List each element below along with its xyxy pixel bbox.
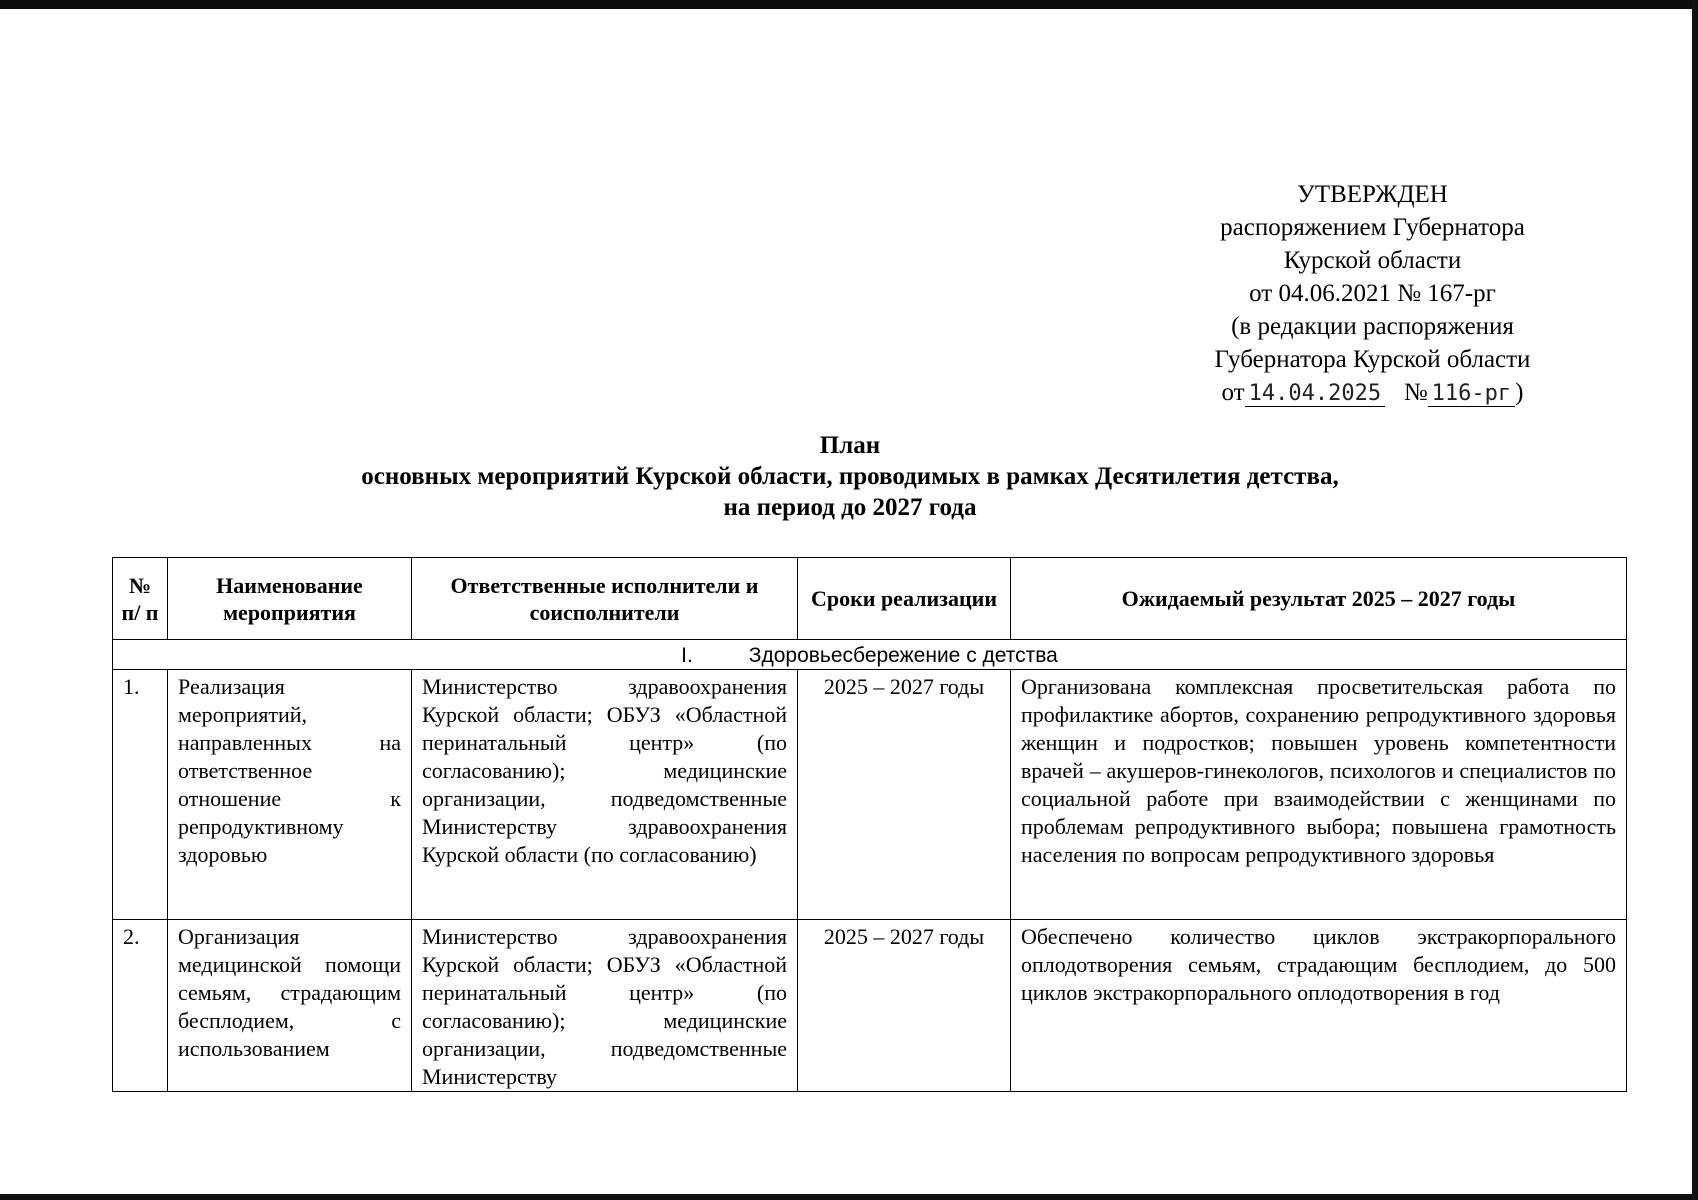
header-executors: Ответственные исполнители и соисполнители: [412, 558, 798, 640]
handwritten-number: 116-рг: [1428, 381, 1515, 407]
approval-stamp-block: [1150, 178, 1595, 410]
section-title: Здоровьесбережение с детства: [748, 644, 1058, 667]
approval-line-3: от 04.06.2021 № 167-рг: [1249, 280, 1496, 307]
from-prefix: от: [1221, 379, 1245, 406]
scan-edge-bottom: [0, 1194, 1698, 1200]
table-header-row: [113, 558, 1627, 640]
table-row: [113, 920, 1627, 1092]
table-row: [113, 670, 1627, 920]
row-name: Организация медицинской помощи семьям, страдающим бесплодием, с использованием: [168, 920, 412, 1092]
row-terms: 2025 – 2027 годы: [798, 920, 1011, 1092]
approval-title: УТВЕРЖДЕН: [1297, 181, 1448, 208]
section-row: [113, 640, 1627, 670]
approval-line-2: Курской области: [1283, 247, 1462, 274]
row-terms: 2025 – 2027 годы: [798, 670, 1011, 920]
plan-title-block: [200, 430, 1500, 523]
row-num: 2.: [113, 920, 168, 1092]
section-number: I.: [681, 644, 693, 667]
row-executors: Министерство здравоохранения Курской области; ОБУЗ «Областной перинатальный центр» (по согласованию); медицинские организации, подведомственные Министерству здравоохранения Курской области (по согласованию): [412, 670, 798, 920]
number-prefix: №: [1403, 379, 1428, 406]
approval-line-5: Губернатора Курской области: [1214, 346, 1531, 373]
plan-subtitle-1: основных мероприятий Курской области, проводимых в рамках Десятилетия детства,: [361, 463, 1339, 490]
row-num: 1.: [113, 670, 168, 920]
header-terms: Сроки реализации: [798, 558, 1011, 640]
approval-line-4: (в редакции распоряжения: [1231, 313, 1514, 340]
handwritten-date: 14.04.2025: [1245, 381, 1385, 407]
row-result: Организована комплексная просветительская работа по профилактике абортов, сохранению репродуктивного здоровья женщин и подростков; повышен уровень компетентности врачей – акушеров-гинекологов, психологов и специалистов по социальной работе при взаимодействии с женщинами по проблемам репродуктивного выбора; повышена грамотность населения по вопросам репродуктивного здоровья: [1011, 670, 1627, 920]
header-name: Наименование мероприятия: [168, 558, 412, 640]
scan-edge-top: [0, 0, 1698, 9]
closing-paren: ): [1515, 379, 1524, 406]
plan-table: [112, 557, 1627, 1092]
plan-subtitle-2: на период до 2027 года: [723, 494, 977, 521]
header-num: № п/ п: [113, 558, 168, 640]
scan-edge-right: [1692, 0, 1698, 1200]
row-executors: Министерство здравоохранения Курской области; ОБУЗ «Областной перинатальный центр» (по согласованию); медицинские организации, подведомственные Министерству: [412, 920, 798, 1092]
approval-line-1: распоряжением Губернатора: [1220, 214, 1525, 241]
plan-title: План: [819, 432, 881, 459]
approval-date-line: [1150, 376, 1595, 410]
section-cell: [113, 640, 1627, 670]
row-result: Обеспечено количество циклов экстракорпорального оплодотворения семьям, страдающим бесплодием, до 500 циклов экстракорпорального оплодотворения в год: [1011, 920, 1627, 1092]
header-result: Ожидаемый результат 2025 – 2027 годы: [1011, 558, 1627, 640]
row-name: Реализация мероприятий, направленных на ответственное отношение к репродуктивному здоровью: [168, 670, 412, 920]
